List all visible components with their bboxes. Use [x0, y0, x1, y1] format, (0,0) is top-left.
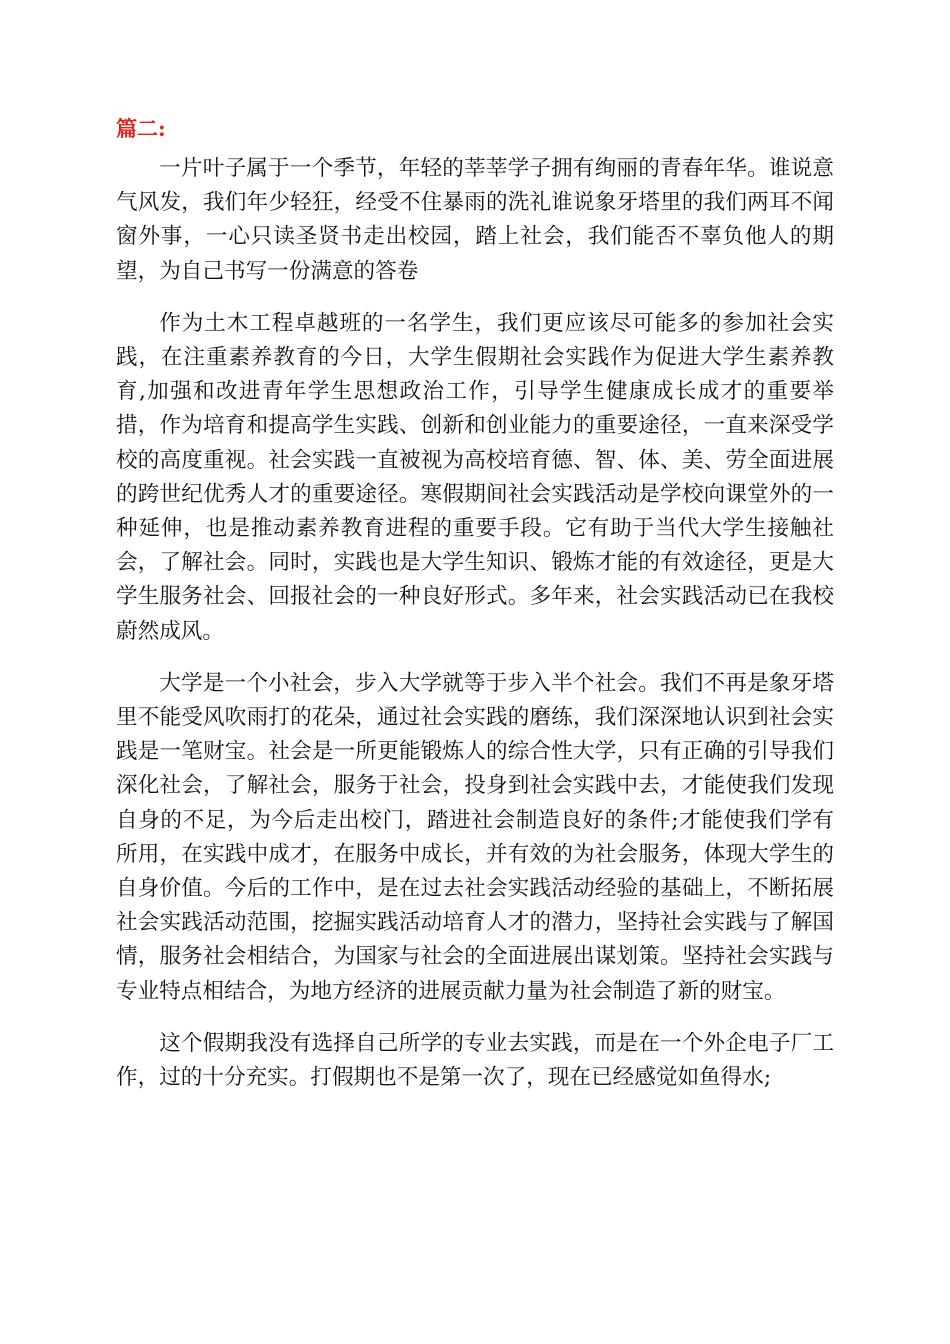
paragraph-3: 大学是一个小社会，步入大学就等于步入半个社会。我们不再是象牙塔里不能受风吹雨打的花朵，通过社会实践的磨练，我们深深地认识到社会实践是一笔财宝。社会是一所更能锻炼人的综合性大学，只有正确的引导我们深化社会，了解社会，服务于社会，投身到社会实践中去，才能使我们发现自身的不足，为今后走出校门，踏进社会制造良好的条件;才能使我们学有所用，在实践中成才，在服务中成长，并有效的为社会服务，体现大学生的自身价值。今后的工作中，是在过去社会实践活动经验的基础上，不断拓展社会实践活动范围，挖掘实践活动培育人才的潜力，坚持社会实践与了解国情，服务社会相结合，为国家与社会的全面进展出谋划策。坚持社会实践与专业特点相结合，为地方经济的进展贡献力量为社会制造了新的财宝。	[116, 670, 834, 1004]
section-heading: 篇二:	[116, 116, 166, 141]
paragraph-2: 作为土木工程卓越班的一名学生，我们更应该尽可能多的参加社会实践，在注重素养教育的今日，大学生假期社会实践作为促进大学生素养教育,加强和改进青年学生思想政治工作，引导学生健康成长成才的重要举措，作为培育和提高学生实践、创新和创业能力的重要途径，一直来深受学校的高度重视。社会实践一直被视为高校培育德、智、体、美、劳全面进展的跨世纪优秀人才的重要途径。寒假期间社会实践活动是学校向课堂外的一种延伸，也是推动素养教育进程的重要手段。它有助于当代大学生接触社会，了解社会。同时，实践也是大学生知识、锻炼才能的有效途径，更是大学生服务社会、回报社会的一种良好形式。多年来，社会实践活动已在我校蔚然成风。	[116, 310, 834, 644]
document-page	[116, 112, 834, 1113]
paragraph-4: 这个假期我没有选择自己所学的专业去实践，而是在一个外企电子厂工作，过的十分充实。打假期也不是第一次了，现在已经感觉如鱼得水;	[116, 1030, 834, 1091]
paragraph-1: 一片叶子属于一个季节，年轻的莘莘学子拥有绚丽的青春年华。谁说意气风发，我们年少轻狂，经受不住暴雨的洗礼谁说象牙塔里的我们两耳不闻窗外事，一心只读圣贤书走出校园，踏上社会，我们能否不辜负他人的期望，为自己书写一份满意的答卷	[116, 156, 834, 284]
